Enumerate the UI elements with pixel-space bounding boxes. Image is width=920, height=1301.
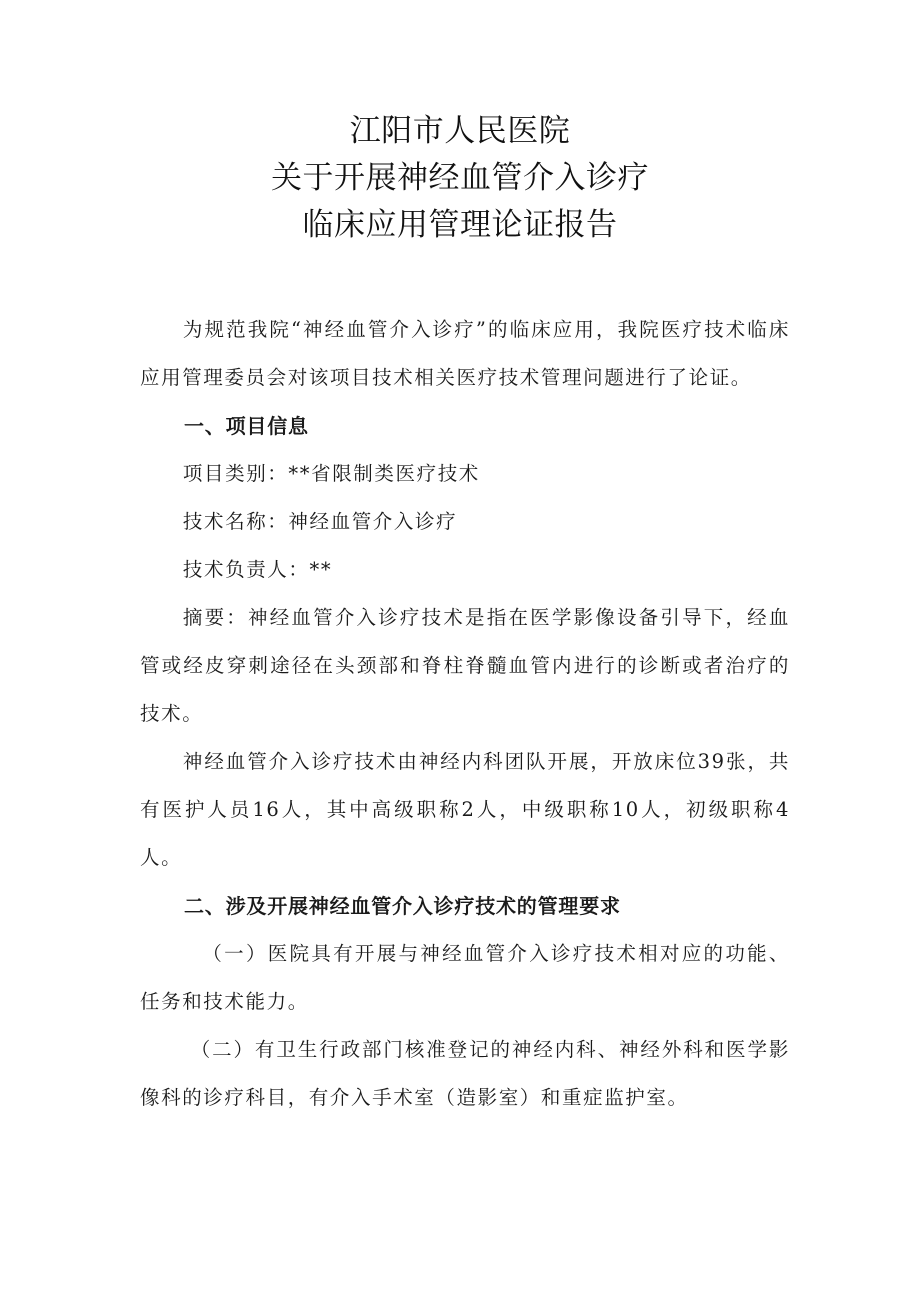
title-line-subject: 关于开展神经血管介入诊疗 <box>271 160 649 196</box>
document-title <box>0 108 920 249</box>
intro-paragraph: 为规范我院“神经血管介入诊疗”的临床应用，我院医疗技术临床应用管理委员会对该项目技术相关医疗技术管理问题进行了论证。 <box>140 318 790 389</box>
section-heading-management-requirements: 二、涉及开展神经血管介入诊疗技术的管理要求 <box>184 894 621 918</box>
project-category-field: 项目类别：**省限制类医疗技术 <box>182 462 480 485</box>
title-line-report: 临床应用管理论证报告 <box>302 207 618 243</box>
tech-name-field: 技术名称：神经血管介入诊疗 <box>182 510 458 533</box>
document-body <box>140 306 790 1122</box>
title-line-hospital: 江阳市人民医院 <box>349 113 571 149</box>
section-heading-project-info: 一、项目信息 <box>184 414 309 438</box>
tech-lead-field: 技术负责人：** <box>182 558 333 581</box>
abstract-paragraph: 摘要：神经血管介入诊疗技术是指在医学影像设备引导下，经血管或经皮穿刺途径在头颈部和脊柱脊髓血管内进行的诊断或者治疗的技术。 <box>140 606 790 725</box>
requirement-item-1: （一）医院具有开展与神经血管介入诊疗技术相对应的功能、任务和技术能力。 <box>140 942 790 1013</box>
team-paragraph: 神经血管介入诊疗技术由神经内科团队开展，开放床位39张，共有医护人员16人，其中高级职称2人，中级职称10人，初级职称4人。 <box>140 750 790 869</box>
requirement-item-2: （二）有卫生行政部门核准登记的神经内科、神经外科和医学影像科的诊疗科目，有介入手术室（造影室）和重症监护室。 <box>140 1038 790 1109</box>
